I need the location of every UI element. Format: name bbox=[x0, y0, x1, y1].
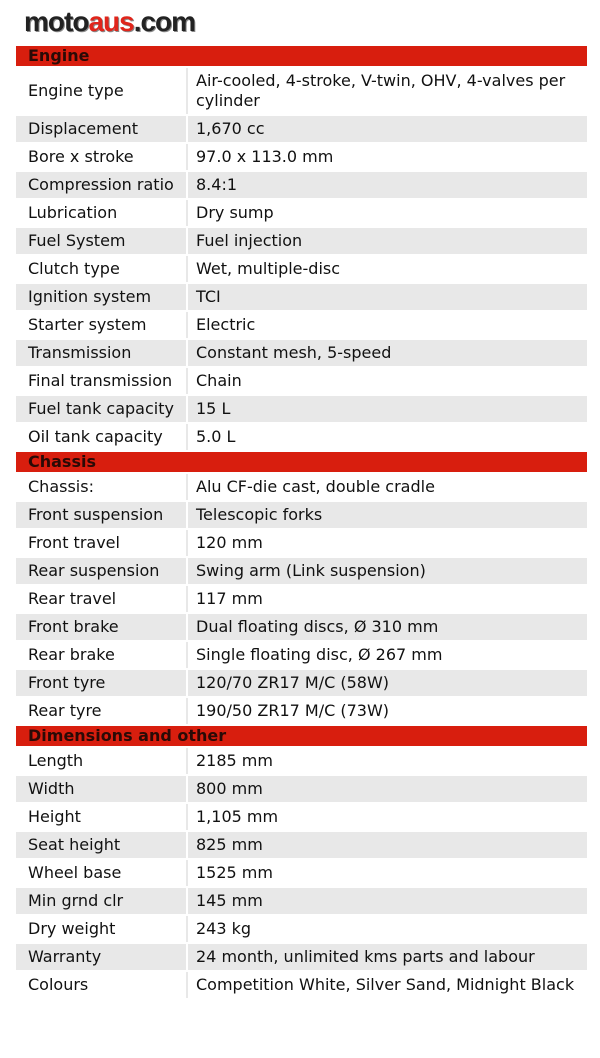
spec-value: Dry sump bbox=[196, 203, 274, 222]
spec-row bbox=[16, 172, 587, 198]
spec-label: Rear tyre bbox=[16, 698, 188, 724]
spec-value: Air-cooled, 4-stroke, V-twin, OHV, 4-valves per cylinder bbox=[196, 71, 566, 110]
logo-text-part1: moto bbox=[24, 6, 89, 37]
spec-row bbox=[16, 530, 587, 556]
site-logo[interactable] bbox=[0, 0, 600, 44]
spec-row bbox=[16, 916, 587, 942]
spec-label: Final transmission bbox=[16, 368, 188, 394]
section-title: Dimensions and other bbox=[16, 726, 587, 746]
section-header bbox=[16, 46, 587, 66]
spec-value: 2185 mm bbox=[196, 751, 273, 770]
spec-value: Wet, multiple-disc bbox=[196, 259, 341, 278]
spec-row bbox=[16, 474, 587, 500]
spec-value: Competition White, Silver Sand, Midnight Black bbox=[196, 975, 575, 994]
spec-value: Fuel injection bbox=[188, 228, 587, 254]
spec-label: Oil tank capacity bbox=[16, 424, 188, 450]
spec-label: Front suspension bbox=[16, 502, 188, 528]
spec-value: 8.4:1 bbox=[188, 172, 587, 198]
spec-label: Compression ratio bbox=[16, 172, 188, 198]
spec-row bbox=[16, 860, 587, 886]
spec-row bbox=[16, 424, 587, 450]
spec-label: Front travel bbox=[16, 530, 188, 556]
spec-row bbox=[16, 642, 587, 668]
spec-row bbox=[16, 776, 587, 802]
spec-label: Fuel tank capacity bbox=[16, 396, 188, 422]
spec-value: 1525 mm bbox=[196, 863, 273, 882]
spec-row bbox=[16, 502, 587, 528]
spec-row bbox=[16, 228, 587, 254]
spec-label: Wheel base bbox=[16, 860, 188, 886]
logo-text bbox=[24, 6, 195, 38]
spec-label: Clutch type bbox=[16, 256, 188, 282]
spec-label: Engine type bbox=[16, 68, 188, 114]
spec-row bbox=[16, 256, 587, 282]
spec-value: TCI bbox=[188, 284, 587, 310]
spec-value: 190/50 ZR17 M/C (73W) bbox=[196, 701, 390, 720]
spec-label: Front brake bbox=[16, 614, 188, 640]
spec-value: 97.0 x 113.0 mm bbox=[196, 147, 334, 166]
spec-row bbox=[16, 748, 587, 774]
spec-label: Rear suspension bbox=[16, 558, 188, 584]
spec-value: 825 mm bbox=[188, 832, 587, 858]
spec-label: Displacement bbox=[16, 116, 188, 142]
spec-row bbox=[16, 368, 587, 394]
spec-label: Width bbox=[16, 776, 188, 802]
spec-label: Fuel System bbox=[16, 228, 188, 254]
spec-row bbox=[16, 698, 587, 724]
spec-row bbox=[16, 312, 587, 338]
spec-row bbox=[16, 144, 587, 170]
spec-label: Rear travel bbox=[16, 586, 188, 612]
spec-value: 5.0 L bbox=[196, 427, 236, 446]
spec-value: 1,670 cc bbox=[188, 116, 587, 142]
spec-label: Lubrication bbox=[16, 200, 188, 226]
spec-label: Colours bbox=[16, 972, 188, 998]
spec-row bbox=[16, 200, 587, 226]
spec-row bbox=[16, 888, 587, 914]
spec-row bbox=[16, 558, 587, 584]
spec-label: Height bbox=[16, 804, 188, 830]
spec-row bbox=[16, 832, 587, 858]
spec-row bbox=[16, 614, 587, 640]
spec-row bbox=[16, 284, 587, 310]
spec-value: Chain bbox=[196, 371, 242, 390]
section-title: Engine bbox=[16, 46, 587, 66]
spec-label: Starter system bbox=[16, 312, 188, 338]
spec-label: Bore x stroke bbox=[16, 144, 188, 170]
spec-value: Telescopic forks bbox=[188, 502, 587, 528]
spec-label: Seat height bbox=[16, 832, 188, 858]
spec-value: Swing arm (Link suspension) bbox=[188, 558, 587, 584]
spec-value: 24 month, unlimited kms parts and labour bbox=[188, 944, 587, 970]
spec-label: Warranty bbox=[16, 944, 188, 970]
logo-text-part2: aus bbox=[88, 6, 134, 37]
logo-text-part3: .com bbox=[133, 6, 196, 37]
spec-label: Dry weight bbox=[16, 916, 188, 942]
spec-row bbox=[16, 804, 587, 830]
spec-value: Single floating disc, Ø 267 mm bbox=[196, 645, 443, 664]
spec-row bbox=[16, 116, 587, 142]
spec-row bbox=[16, 396, 587, 422]
spec-label: Front tyre bbox=[16, 670, 188, 696]
spec-value: 15 L bbox=[188, 396, 587, 422]
spec-label: Transmission bbox=[16, 340, 188, 366]
spec-value: 117 mm bbox=[196, 589, 263, 608]
spec-value: Constant mesh, 5-speed bbox=[188, 340, 587, 366]
spec-value: 1,105 mm bbox=[196, 807, 279, 826]
spec-label: Length bbox=[16, 748, 188, 774]
spec-value: 800 mm bbox=[188, 776, 587, 802]
spec-value: 120/70 ZR17 M/C (58W) bbox=[188, 670, 587, 696]
spec-table-body bbox=[16, 46, 587, 998]
spec-row bbox=[16, 68, 587, 114]
section-title: Chassis bbox=[16, 452, 587, 472]
spec-value: Alu CF-die cast, double cradle bbox=[196, 477, 435, 496]
spec-value: 243 kg bbox=[196, 919, 252, 938]
spec-value: 120 mm bbox=[196, 533, 263, 552]
spec-label: Min grnd clr bbox=[16, 888, 188, 914]
spec-row bbox=[16, 944, 587, 970]
spec-row bbox=[16, 340, 587, 366]
spec-value: Electric bbox=[196, 315, 256, 334]
spec-row bbox=[16, 670, 587, 696]
spec-value: Dual floating discs, Ø 310 mm bbox=[188, 614, 587, 640]
spec-row bbox=[16, 586, 587, 612]
spec-table bbox=[16, 44, 587, 1000]
spec-label: Chassis: bbox=[16, 474, 188, 500]
spec-value: 145 mm bbox=[188, 888, 587, 914]
spec-row bbox=[16, 972, 587, 998]
section-header bbox=[16, 726, 587, 746]
spec-label: Ignition system bbox=[16, 284, 188, 310]
section-header bbox=[16, 452, 587, 472]
spec-label: Rear brake bbox=[16, 642, 188, 668]
